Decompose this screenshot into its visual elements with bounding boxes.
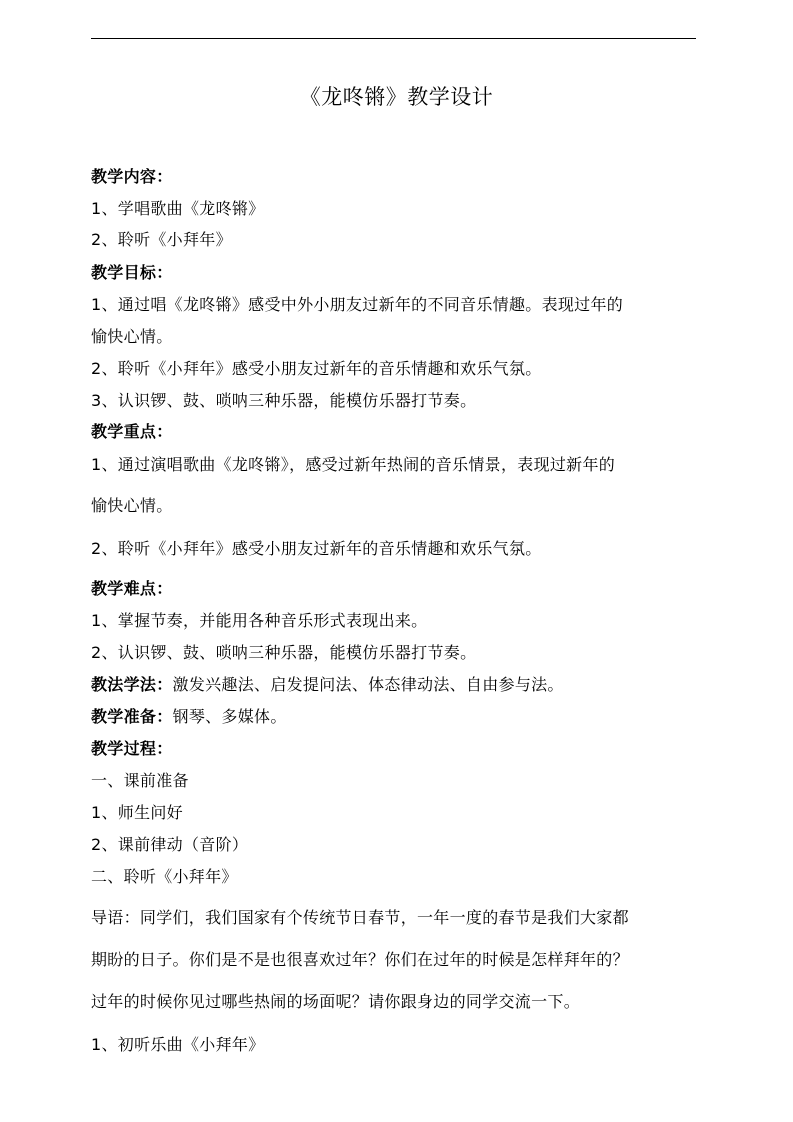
- goal-item-1-cont: 愉快心情。: [91, 327, 173, 346]
- process-section-1: 一、课前准备: [91, 771, 189, 790]
- line-text: 钢琴、多媒体。: [172, 707, 287, 726]
- line-label: 教学准备：: [91, 707, 173, 726]
- key-point-2: 2、聆听《小拜年》感受小朋友过新年的音乐情趣和欢乐气氛。: [91, 539, 542, 558]
- document-title: 《龙咚锵》教学设计: [299, 85, 494, 109]
- content-item-1: 1、学唱歌曲《龙咚锵》: [91, 199, 265, 218]
- goal-item-2: 2、聆听《小拜年》感受小朋友过新年的音乐情趣和欢乐气氛。: [91, 359, 542, 378]
- process-step-2: 2、课前律动（音阶）: [91, 835, 249, 854]
- intro-paragraph-line-1: 导语：同学们，我们国家有个传统节日春节，一年一度的春节是我们大家都: [91, 908, 629, 927]
- difficulty-2: 2、认识锣、鼓、唢呐三种乐器，能模仿乐器打节奏。: [91, 643, 477, 662]
- goal-item-3: 3、认识锣、鼓、唢呐三种乐器，能模仿乐器打节奏。: [91, 391, 477, 410]
- key-point-1-cont: 愉快心情。: [91, 496, 173, 515]
- key-point-1: 1、通过演唱歌曲《龙咚锵》，感受过新年热闹的音乐情景，表现过新年的: [91, 455, 616, 474]
- line-text: 激发兴趣法、启发提问法、体态律动法、自由参与法。: [172, 675, 564, 694]
- heading-difficulties: 教学难点：: [91, 579, 173, 598]
- line-label: 教法学法：: [91, 675, 173, 694]
- header-rule: [91, 38, 696, 39]
- process-step-1: 1、师生问好: [91, 803, 183, 822]
- heading-process: 教学过程：: [91, 739, 173, 758]
- difficulty-1: 1、掌握节奏，并能用各种音乐形式表现出来。: [91, 611, 428, 630]
- intro-paragraph-line-3: 过年的时候你见过哪些热闹的场面呢？请你跟身边的同学交流一下。: [91, 992, 581, 1011]
- heading-key-points: 教学重点：: [91, 422, 173, 441]
- intro-paragraph-line-2: 期盼的日子。你们是不是也很喜欢过年？你们在过年的时候是怎样拜年的？: [91, 950, 629, 969]
- preparation-line: [91, 706, 287, 728]
- goal-item-1: 1、通过唱《龙咚锵》感受中外小朋友过新年的不同音乐情趣。表现过年的: [91, 295, 624, 314]
- heading-goals: 教学目标：: [91, 263, 173, 282]
- content-item-2: 2、聆听《小拜年》: [91, 230, 232, 249]
- methods-line: [91, 674, 564, 696]
- heading-content: 教学内容：: [91, 167, 173, 186]
- process-section-2: 二、聆听《小拜年》: [91, 867, 238, 886]
- process-step-listen: 1、初听乐曲《小拜年》: [91, 1035, 265, 1054]
